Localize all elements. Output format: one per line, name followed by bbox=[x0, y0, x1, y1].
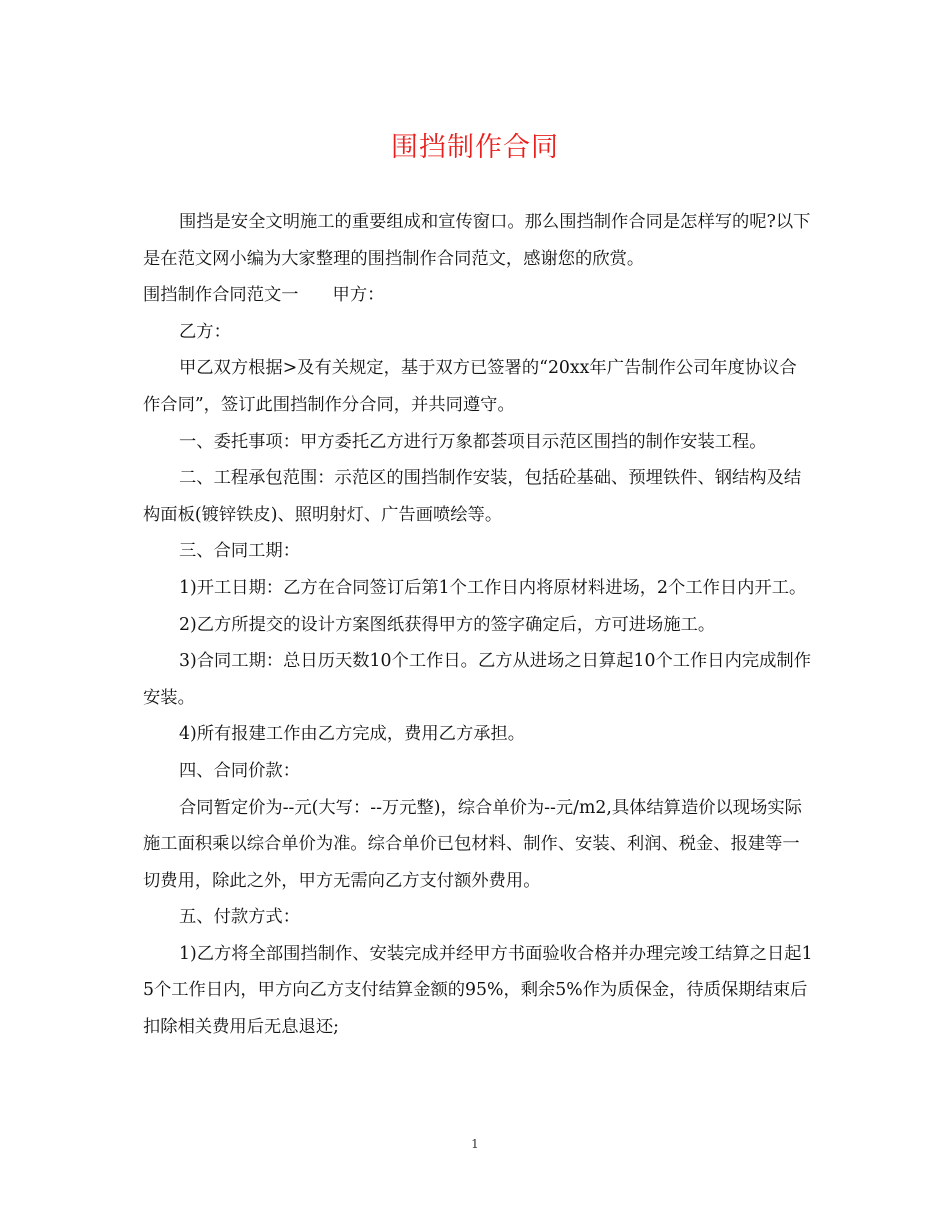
section-4-text: 合同暂定价为--元(大写：--万元整)，综合单价为--元/m2,具体结算造价以现场实际施工面积乘以综合单价为准。综合单价已包材料、制作、安装、利润、税金、报建等一切费用，除此之外，甲方无需向乙方支付额外费用。 bbox=[143, 797, 802, 891]
section-3-item-1: 1)开工日期：乙方在合同签订后第1个工作日内将原材料进场，2个工作日内开工。 bbox=[179, 577, 807, 598]
section-3-item-2: 2)乙方所提交的设计方案图纸获得甲方的签字确定后，方可进场施工。 bbox=[179, 614, 716, 635]
section-3-heading: 三、合同工期： bbox=[179, 541, 300, 562]
section-2-scope: 二、工程承包范围：示范区的围挡制作安装，包括砼基础、预埋铁件、钢结构及结构面板(镀锌铁皮)、照明射灯、广告画喷绘等。 bbox=[143, 468, 802, 525]
document-title: 围挡制作合同 bbox=[391, 132, 559, 163]
party-a-label: 甲方： bbox=[332, 285, 385, 306]
section-3-item-3: 3)合同工期：总日历天数10个工作日。乙方从进场之日算起10个工作日内完成制作安装。 bbox=[143, 651, 811, 708]
paragraph-sample-heading bbox=[143, 277, 813, 314]
paragraph-intro: 围挡是安全文明施工的重要组成和宣传窗口。那么围挡制作合同是怎样写的呢?以下是在范文网小编为大家整理的围挡制作合同范文，感谢您的欣赏。 bbox=[143, 212, 811, 269]
section-5-heading: 五、付款方式： bbox=[179, 907, 300, 928]
section-5-item-1: 1)乙方将全部围挡制作、安装完成并经甲方书面验收合格并办理完竣工结算之日起15个工作日内，甲方向乙方支付结算金额的95%，剩余5%作为质保金，待质保期结束后扣除相关费用后无息退还; bbox=[143, 943, 813, 1038]
section-1-entrustment: 一、委托事项：甲方委托乙方进行万象都荟项目示范区围挡的制作安装工程。 bbox=[179, 431, 767, 452]
page-number: 1 bbox=[471, 1137, 479, 1151]
section-3-item-4: 4)所有报建工作由乙方完成，费用乙方承担。 bbox=[179, 724, 526, 745]
section-4-heading: 四、合同价款： bbox=[179, 760, 300, 781]
party-b-label: 乙方： bbox=[179, 321, 231, 342]
paragraph-basis: 甲乙双方根据>及有关规定，基于双方已签署的“20xx年广告制作公司年度协议合作合同”，签订此围挡制作分合同，并共同遵守。 bbox=[143, 358, 797, 415]
sample-heading: 围挡制作合同范文一 bbox=[143, 285, 299, 306]
document-body bbox=[143, 204, 813, 1046]
